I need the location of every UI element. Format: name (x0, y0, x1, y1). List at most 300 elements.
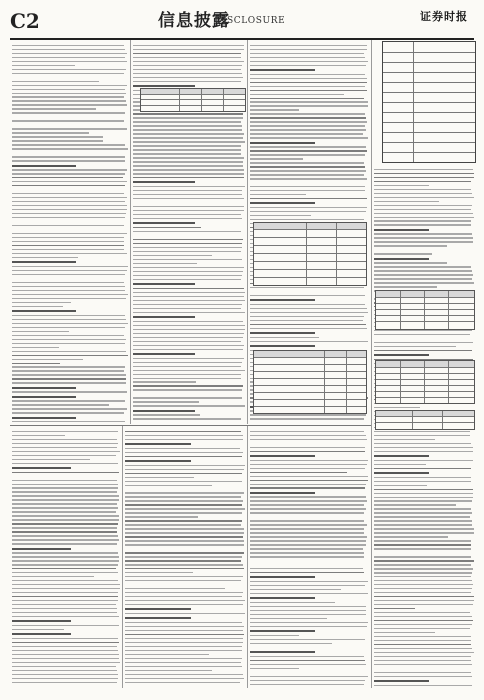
text-line (133, 304, 242, 305)
text-line (12, 136, 103, 137)
text-line (12, 476, 120, 477)
text-line (125, 634, 244, 635)
text-line (250, 316, 364, 317)
text-line (250, 464, 367, 465)
text-line (250, 86, 365, 87)
text-line (125, 622, 242, 623)
text-line (250, 504, 364, 505)
text-line (12, 61, 127, 62)
text-line (374, 220, 471, 221)
text-line (250, 170, 366, 171)
text-line (374, 354, 429, 356)
text-line (133, 194, 242, 195)
text-line (12, 323, 128, 324)
text-line (12, 197, 127, 198)
text-line (133, 65, 242, 66)
text-line (133, 129, 242, 130)
text-line (12, 173, 125, 174)
text-line (125, 552, 244, 553)
text-line (133, 235, 245, 236)
text-line (133, 329, 245, 330)
text-line (250, 69, 315, 71)
text-line (125, 540, 244, 541)
text-line (374, 676, 472, 677)
text-line (12, 404, 109, 405)
text-line (125, 456, 242, 457)
text-line (125, 489, 245, 490)
text-line (12, 156, 125, 157)
text-line (125, 564, 243, 565)
text-line (133, 418, 241, 419)
text-line (374, 407, 420, 408)
text-line (12, 629, 64, 630)
text-line (374, 350, 472, 351)
text-line (133, 117, 243, 118)
text-line (250, 133, 363, 134)
text-line (250, 560, 368, 561)
text-line (12, 49, 125, 50)
text-line (133, 222, 195, 224)
text-line (133, 186, 245, 187)
text-line (12, 286, 125, 287)
text-line (125, 520, 242, 521)
text-line (250, 585, 365, 586)
text-line (374, 205, 472, 206)
text-line (133, 231, 241, 232)
text-line (374, 672, 471, 673)
text-line (374, 481, 471, 482)
text-line (133, 401, 199, 402)
text-line (133, 210, 244, 211)
text-line (12, 564, 118, 565)
text-line (12, 600, 118, 601)
text-line (133, 190, 242, 191)
text-line (12, 472, 119, 473)
text-line (250, 626, 367, 627)
text-line (12, 241, 124, 242)
text-line (12, 233, 127, 234)
text-line (133, 381, 196, 382)
text-line (12, 298, 126, 299)
text-line (250, 664, 366, 665)
text-line (374, 346, 456, 347)
data-table (140, 88, 246, 112)
text-line (374, 616, 472, 617)
text-line (374, 568, 473, 569)
text-line (374, 169, 473, 170)
text-line (12, 511, 116, 512)
text-line (12, 548, 71, 550)
text-line (12, 556, 119, 557)
section-title: 信息披露 (158, 11, 230, 31)
text-line (125, 626, 244, 627)
text-line (12, 625, 119, 626)
text-line (12, 431, 118, 432)
text-line (125, 481, 242, 482)
text-line (250, 614, 366, 615)
text-line (250, 524, 367, 525)
text-line (374, 189, 471, 190)
text-line (12, 459, 90, 460)
text-line (374, 497, 473, 498)
data-table (253, 350, 367, 414)
text-line (250, 496, 366, 497)
text-line (374, 274, 473, 275)
text-line (125, 592, 243, 593)
text-line (250, 672, 368, 673)
text-line (12, 519, 119, 520)
text-line (250, 443, 368, 444)
text-line (374, 584, 473, 585)
text-line (133, 267, 244, 268)
text-line (250, 548, 363, 549)
text-line (250, 651, 315, 653)
text-line (374, 508, 471, 509)
text-line (12, 608, 117, 609)
text-line (12, 104, 127, 105)
text-line (250, 94, 344, 95)
text-line (12, 646, 117, 647)
text-line (12, 382, 126, 383)
text-line (133, 165, 243, 166)
text-line (12, 560, 119, 561)
text-line (374, 177, 474, 178)
text-line (374, 464, 426, 465)
text-line (133, 202, 245, 203)
text-line (12, 189, 128, 190)
text-line (374, 217, 474, 218)
text-line (250, 520, 364, 521)
text-line (250, 487, 365, 488)
text-line (250, 556, 364, 557)
text-line (133, 227, 201, 228)
text-line (374, 237, 473, 238)
text-line (374, 286, 437, 287)
text-line (133, 214, 241, 215)
text-line (250, 57, 365, 58)
text-line (250, 435, 366, 436)
text-line (125, 443, 191, 445)
text-line (125, 485, 212, 486)
text-line (250, 468, 365, 469)
text-line (250, 630, 315, 632)
text-line (125, 492, 244, 493)
text-line (133, 247, 242, 248)
text-line (133, 283, 195, 285)
section-title-english: DISCLOSURE (215, 16, 286, 26)
text-line (250, 572, 364, 573)
text-line (133, 53, 241, 54)
text-line (125, 596, 242, 597)
section-divider (10, 425, 371, 426)
text-line (12, 225, 124, 226)
text-line (250, 174, 364, 175)
text-line (125, 568, 244, 569)
text-line (12, 261, 76, 263)
text-line (12, 213, 126, 214)
text-line (374, 241, 473, 242)
text-line (374, 185, 429, 186)
text-line (250, 455, 315, 457)
text-line (12, 306, 63, 307)
text-line (374, 253, 432, 254)
text-line (125, 572, 193, 573)
text-line (12, 451, 120, 452)
text-line (250, 602, 335, 603)
text-line (250, 146, 366, 147)
text-line (133, 206, 244, 207)
text-line (374, 588, 472, 589)
text-line (250, 492, 315, 494)
text-line (125, 469, 244, 470)
text-line (250, 656, 364, 657)
text-line (250, 597, 315, 599)
text-line (250, 211, 366, 212)
text-line (250, 635, 299, 636)
text-line (12, 503, 117, 504)
text-line (250, 341, 368, 342)
text-line (250, 418, 364, 419)
text-line (133, 378, 241, 379)
text-line (133, 169, 244, 170)
text-line (12, 327, 125, 328)
text-line (250, 125, 365, 126)
text-line (12, 339, 126, 340)
text-line (374, 443, 471, 444)
text-line (250, 178, 367, 179)
text-line (250, 516, 368, 517)
text-line (125, 600, 245, 601)
column-divider (247, 40, 248, 424)
text-line (125, 674, 243, 675)
text-line (374, 624, 472, 625)
text-line (12, 527, 117, 528)
text-line (250, 90, 367, 91)
text-line (250, 568, 363, 569)
text-line (374, 548, 471, 549)
text-line (12, 347, 59, 348)
text-line (250, 98, 364, 99)
text-line (12, 53, 127, 54)
text-line (374, 648, 472, 649)
text-line (125, 617, 191, 619)
text-line (250, 610, 366, 611)
text-line (374, 640, 471, 641)
text-line (133, 345, 244, 346)
text-line (12, 588, 120, 589)
text-line (133, 337, 243, 338)
text-line (250, 78, 367, 79)
text-line (250, 202, 315, 204)
text-line (250, 109, 299, 110)
text-line (12, 282, 124, 283)
text-line (250, 451, 365, 452)
text-line (250, 53, 364, 54)
text-line (12, 592, 118, 593)
text-line (374, 282, 474, 283)
text-line (12, 366, 125, 367)
text-line (374, 468, 471, 469)
text-line (12, 443, 118, 444)
text-line (133, 275, 242, 276)
text-line (125, 682, 240, 683)
text-line (133, 81, 241, 82)
text-line (250, 45, 367, 46)
text-line (250, 142, 315, 144)
text-line (12, 480, 117, 481)
text-line (12, 463, 118, 464)
text-line (12, 654, 119, 655)
text-line (125, 658, 242, 659)
column-divider (130, 40, 131, 424)
text-line (374, 489, 473, 490)
text-line (250, 593, 368, 594)
text-line (133, 149, 241, 150)
text-line (12, 193, 124, 194)
text-line (12, 467, 71, 469)
text-line (12, 604, 116, 605)
text-line (12, 81, 99, 82)
text-line (250, 312, 368, 313)
text-line (250, 328, 367, 329)
article-column (12, 42, 128, 422)
text-line (250, 500, 367, 501)
text-line (374, 181, 471, 182)
text-line (250, 182, 368, 183)
text-line (250, 414, 366, 415)
text-line (374, 213, 473, 214)
text-line (133, 255, 212, 256)
text-line (133, 153, 241, 154)
text-line (125, 650, 242, 651)
text-line (250, 544, 366, 545)
text-line (12, 484, 118, 485)
text-line (125, 477, 194, 478)
text-line (12, 408, 127, 409)
text-line (250, 606, 366, 607)
text-line (374, 451, 473, 452)
text-line (374, 528, 474, 529)
text-line (12, 638, 118, 639)
column-divider (371, 40, 372, 688)
text-line (250, 668, 299, 669)
text-line (133, 69, 241, 70)
text-line (12, 69, 126, 70)
text-line (374, 636, 471, 637)
text-line (374, 596, 474, 597)
text-line (133, 198, 244, 199)
text-line (250, 447, 365, 448)
text-line (250, 508, 366, 509)
text-line (250, 532, 364, 533)
text-line (12, 148, 128, 149)
text-line (12, 596, 118, 597)
text-line (250, 137, 368, 138)
text-line (250, 121, 367, 122)
text-line (12, 249, 124, 250)
text-line (133, 370, 245, 371)
text-line (250, 643, 332, 644)
text-line (374, 455, 429, 457)
text-line (250, 680, 365, 681)
text-line (374, 330, 472, 331)
text-line (250, 198, 367, 199)
text-line (374, 201, 439, 202)
text-line (125, 662, 241, 663)
text-line (250, 540, 366, 541)
text-line (250, 219, 364, 220)
text-line (133, 389, 242, 390)
text-line (125, 439, 243, 440)
column-divider (122, 426, 123, 688)
text-line (133, 177, 244, 178)
text-line (250, 162, 364, 163)
text-line (250, 190, 365, 191)
text-line (250, 581, 368, 582)
text-line (12, 57, 125, 58)
text-line (133, 137, 243, 138)
text-line (374, 540, 471, 541)
text-line (12, 96, 124, 97)
text-line (12, 351, 126, 352)
text-line (133, 263, 197, 264)
text-line (374, 209, 471, 210)
text-line (12, 205, 127, 206)
text-line (374, 193, 472, 194)
column-divider (247, 426, 248, 688)
text-line (374, 652, 474, 653)
text-line (133, 133, 244, 134)
text-line (133, 385, 243, 386)
text-line (374, 431, 470, 432)
text-line (125, 544, 244, 545)
text-line (133, 397, 242, 398)
newspaper-masthead-logo: 证券时报 (420, 10, 468, 23)
text-line (374, 197, 474, 198)
text-line (125, 504, 242, 505)
text-line (12, 531, 117, 532)
text-line (374, 258, 429, 260)
text-line (12, 363, 60, 364)
text-line (125, 608, 191, 610)
text-line (250, 287, 364, 288)
text-line (12, 132, 89, 133)
text-line (12, 108, 96, 109)
text-line (12, 201, 125, 202)
text-line (125, 431, 241, 432)
text-line (12, 343, 125, 344)
text-line (12, 65, 75, 66)
text-line (374, 173, 474, 174)
text-line (12, 177, 123, 178)
text-line (374, 536, 448, 537)
text-line (250, 82, 367, 83)
article-column (12, 428, 120, 686)
text-line (250, 480, 368, 481)
text-line (12, 116, 128, 117)
text-line (12, 144, 125, 145)
text-line (133, 296, 244, 297)
text-line (374, 592, 471, 593)
text-line (125, 500, 243, 501)
text-line (12, 209, 127, 210)
text-line (12, 515, 119, 516)
text-line (125, 452, 243, 453)
text-line (250, 129, 366, 130)
text-line (374, 342, 473, 343)
text-line (250, 61, 368, 62)
text-line (12, 374, 126, 375)
